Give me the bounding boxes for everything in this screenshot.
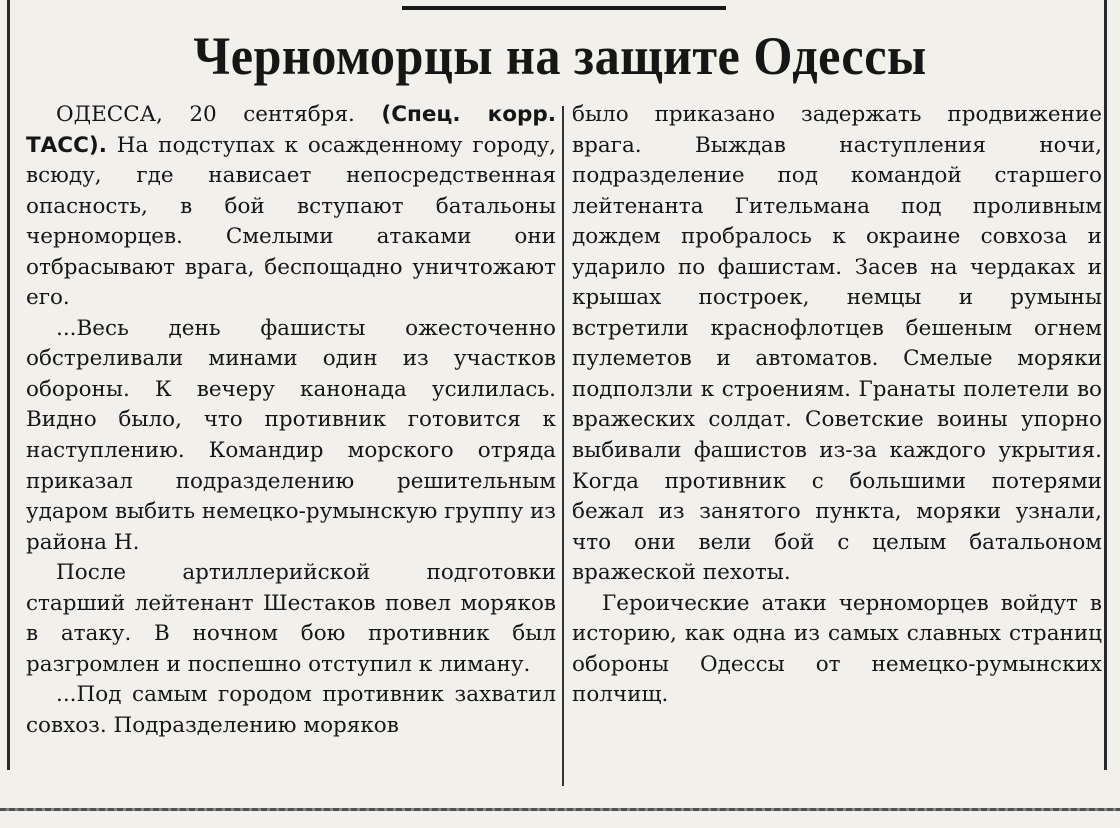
article-headline: Черноморцы на защите Одессы bbox=[193, 26, 927, 86]
left-column-edge bbox=[7, 0, 10, 770]
bottom-rule bbox=[0, 808, 1120, 811]
dateline: ОДЕССА, 20 сентября. bbox=[56, 102, 355, 127]
top-rule bbox=[402, 6, 726, 10]
paragraph: Героические атаки черноморцев войдут в историю, как одна из самых славных страниц обороны Одессы от немецко-румынских полчищ. bbox=[572, 590, 1102, 708]
article-column-left bbox=[26, 100, 556, 741]
paragraph-text: На подступах к осажденному городу, всюду, где нависает непосредственная опасность, в бой вступают батальоны черноморцев. Смелыми атаками они отбрасывают врага, беспощадно уничтожают его. bbox=[26, 132, 556, 311]
article-column-right bbox=[572, 100, 1102, 711]
column-divider bbox=[562, 106, 564, 786]
paragraph: ...Под самым городом противник захватил совхоз. Подразделению моряков bbox=[26, 682, 556, 738]
byline: (Спец. корр. ТАСС). bbox=[26, 102, 556, 158]
paragraph-continued: было приказано задержать продвижение врага. Выждав наступления ночи, подразделение под командой старшего лейтенанта Гительмана под проливным дождем пробралось к окраине совхоза и ударило по фашистам. Засев на чердаках и крышах построек, немцы и румыны встретили краснофлотцев бешеным огнем пулеметов и автоматов. Смелые моряки подползли к строениям. Гранаты полетели во вражеских солдат. Советские воины упорно выбивали фашистов из-за каждого укрытия. Когда противник с большими потерями бежал из занятого пункта, моряки узнали, что они вели бой с целым батальоном вражеской пехоты. bbox=[572, 102, 1102, 586]
paragraph: После артиллерийской подготовки старший лейтенант Шестаков повел моряков в атаку. В ночном бою противник был разгромлен и поспешно отступил к лиману. bbox=[26, 560, 556, 677]
paragraph: ...Весь день фашисты ожесточенно обстреливали минами один из участков обороны. К вечеру канонада усилилась. Видно было, что противник готовится к наступлению. Командир морского отряда приказал подразделению решительным ударом выбить немецко-румынскую группу из района Н. bbox=[26, 315, 557, 555]
right-column-edge bbox=[1104, 0, 1107, 770]
paragraph-lead bbox=[26, 100, 556, 314]
